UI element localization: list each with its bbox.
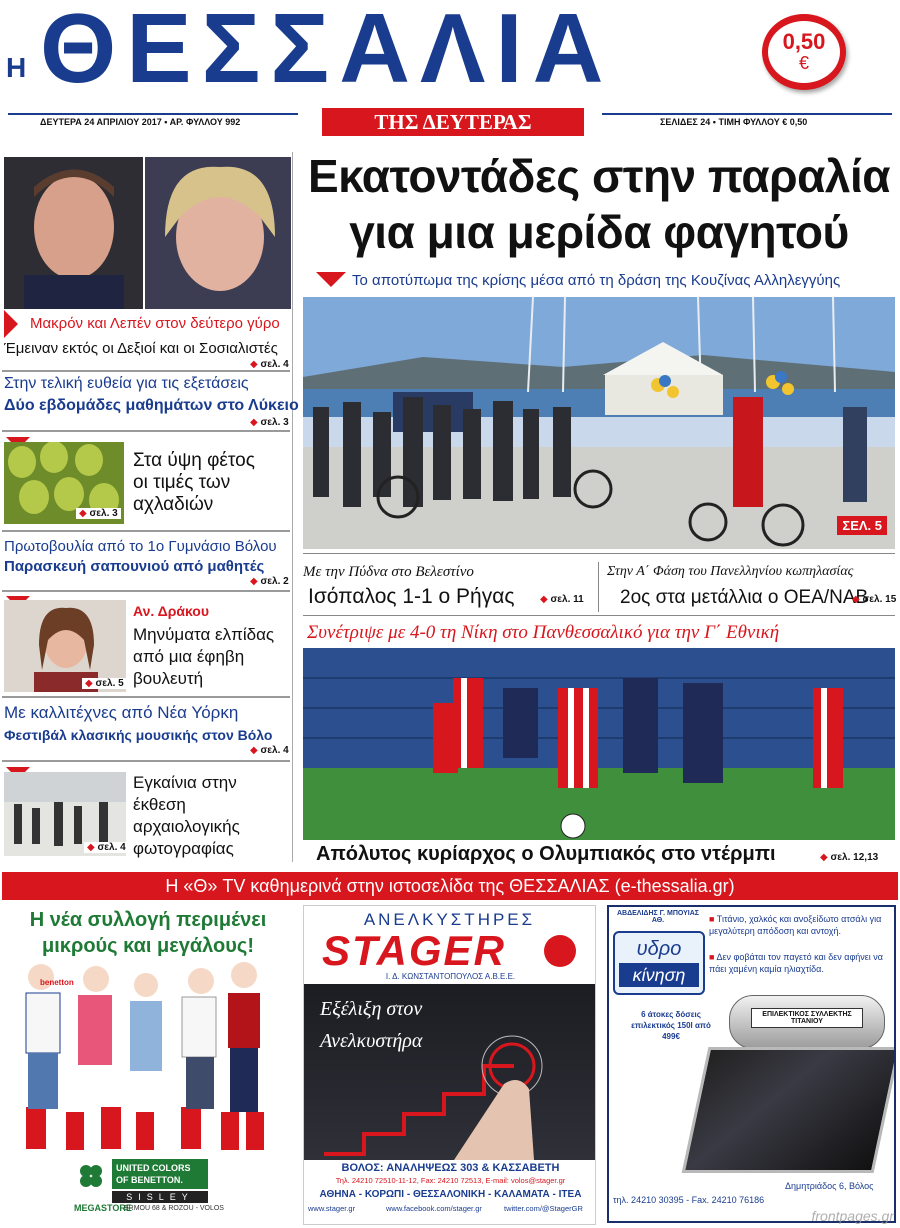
ydro-bullet-1: ■ Τιτάνιο, χαλκός και ανοξείδωτο ατσάλι για μεγαλύτερη απόδοση και αντοχή. [709, 914, 882, 936]
stager-slogan-2: Ανελκυστήρα [320, 1030, 423, 1052]
ydro-owner: ΑΒΔΕΛΙΔΗΣ Γ. ΜΠΟΥΙΑΣ ΑΘ. [617, 910, 699, 924]
ydro-bullet-2: ■ Δεν φοβάται τον παγετό και δεν αφήνει να πάει χαμένη καμία ηλιαχτίδα. [709, 952, 883, 974]
lead-subhead-marker [316, 272, 346, 292]
election-text: Έμειναν εκτός οι Δεξιοί και οι Σοσιαλιστές [4, 340, 278, 357]
stager-facebook: www.facebook.com/stager.gr [386, 1204, 482, 1213]
sports-right-kicker: Στην Α΄ Φάση του Πανελληνίου κωπηλασίας [607, 564, 854, 579]
ydro-brand-2: κίνηση [619, 963, 699, 987]
girl-photo [4, 600, 126, 692]
stager-slogan-1: Εξέλιξη στον [320, 998, 423, 1020]
pears-page: ◆ σελ. 3 [76, 508, 121, 519]
stager-cities: ΑΘΗΝΑ - ΚΟΡΩΠΙ - ΘΕΣΣΑΛΟΝΙΚΗ - ΚΑΛΑΜΑΤΑ - ΙΤΕΑ [319, 1189, 582, 1200]
ydro-tank [729, 995, 885, 1049]
ydro-bullet-2-text: Δεν φοβάται τον παγετό και δεν αφήνει να πάει χαμένη καμία ηλιαχτίδα. [709, 952, 883, 974]
benetton-brand: UNITED COLORS OF BENETTON. [112, 1159, 208, 1189]
stager-brand: STAGER [322, 927, 506, 974]
lead-photo [303, 297, 895, 549]
expo-photo [4, 772, 126, 856]
tv-banner: Η «Θ» TV καθημερινά στην ιστοσελίδα της ΘΕΣΣΑΛΙΑΣ (e-thessalia.gr) [2, 872, 898, 900]
lead-subhead: Το αποτύπωμα της κρίσης μέσα από τη δράση της Κουζίνας Αλληλεγγύης [352, 272, 841, 289]
lepen-photo [145, 157, 291, 309]
music-page: ◆ σελ. 4 [250, 745, 289, 756]
music-line2: Φεστιβάλ κλασικής μουσικής στον Βόλο [4, 727, 273, 743]
election-marker [4, 310, 24, 338]
benetton-shirt-text: benetton [40, 978, 74, 987]
election-page: ◆ σελ. 4 [250, 359, 289, 370]
sports-left-page: ◆ σελ. 11 [540, 594, 584, 605]
ydro-address: Δημητριάδος 6, Βόλος [785, 1181, 874, 1191]
music-line1: Με καλλιτέχνες από Νέα Υόρκη [4, 703, 239, 722]
ad-ydrokinisi [607, 905, 896, 1223]
masthead-title: ΘΕΣΣΑΛΙΑ [40, 0, 614, 103]
watermark: frontpages.gr [811, 1208, 894, 1224]
football-photo [303, 648, 895, 840]
girl-page: ◆ σελ. 5 [82, 678, 126, 689]
sports-left-title: Ισόπαλος 1-1 ο Ρήγας [308, 585, 515, 608]
ydro-logo [613, 931, 705, 995]
expo-page: ◆ σελ. 4 [84, 842, 126, 853]
sports-left-kicker: Με την Πύδνα στο Βελεστίνο [303, 564, 474, 580]
macron-photo [4, 157, 143, 309]
exams-line2: Δύο εβδομάδες μαθημάτων στο Λύκειο [4, 397, 299, 414]
stager-twitter: twitter.com/@StagerGR [504, 1204, 583, 1213]
lead-headline-line1: Εκατοντάδες στην παραλία [307, 150, 891, 202]
lead-headline-line2: για μια μερίδα φαγητού [349, 206, 849, 258]
stager-address: ΒΟΛΟΣ: ΑΝΑΛΗΨΕΩΣ 303 & ΚΑΣΣΑΒΕΤΗ [341, 1162, 560, 1174]
sports-right-title: 2ος στα μετάλλια ο ΟΕΑ/ΝΑΒ [620, 587, 869, 608]
school-page: ◆ σελ. 2 [250, 576, 289, 587]
benetton-sisley: SISLEY [112, 1191, 208, 1203]
girl-text: Μηνύματα ελπίδας από μια έφηβη βουλευτή [133, 625, 275, 688]
ad-stager [303, 905, 596, 1225]
school-line1: Πρωτοβουλία από το 1ο Γυμνάσιο Βόλου [4, 538, 277, 555]
benetton-store: MEGASTORE [74, 1203, 132, 1213]
benetton-kids-illustration [6, 957, 290, 1157]
price-badge [762, 14, 846, 90]
stager-logo-icon [544, 935, 576, 967]
stager-company: Ι. Δ. ΚΩΝΣΤΑΝΤΟΠΟΥΛΟΣ Α.Β.Ε.Ε. [385, 972, 516, 981]
ydro-contact: τηλ. 24210 30395 - Fax. 24210 76186 [613, 1195, 765, 1205]
stager-top: ΑΝΕΛΚΥΣΤΗΡΕΣ [363, 910, 536, 929]
stager-web: www.stager.gr [308, 1204, 356, 1213]
pages-line: ΣΕΛΙΔΕΣ 24 • ΤΙΜΗ ΦΥΛΛΟΥ € 0,50 [660, 117, 808, 127]
ydro-offer: 6 άτοκες δόσεις επιλεκτικός 150l από 499€ [631, 1010, 711, 1041]
ydro-bullet-1-text: Τιτάνιο, χαλκός και ανοξείδωτο ατσάλι για μεγαλύτερη απόδοση και αντοχή. [709, 914, 882, 936]
benetton-headline-2: μικρούς και μεγάλους! [42, 935, 254, 957]
masthead-subtitle: ΤΗΣ ΔΕΥΤΕΡΑΣ [322, 108, 584, 136]
benetton-headline-1: Η νέα συλλογή περιμένει [29, 909, 267, 931]
girl-name: Αν. Δράκου [133, 603, 210, 619]
benetton-address: ERMOU 68 & ROZOU - VOLOS [124, 1205, 224, 1212]
lead-photo-tag: ΣΕΛ. 5 [837, 516, 887, 535]
lead-headline [303, 148, 895, 260]
football-page: ◆ σελ. 12,13 [820, 852, 878, 863]
ydro-brand-1: υδρο [636, 938, 682, 960]
price-currency: € [798, 53, 809, 73]
football-caption: Απόλυτος κυρίαρχος ο Ολυμπιακός στο ντέρμπι [316, 843, 776, 865]
election-caption: Μακρόν και Λεπέν στον δεύτερο γύρο [30, 315, 280, 332]
sports-right-page: ◆ σελ. 15 [852, 594, 896, 605]
price-value: 0,50 [782, 29, 826, 54]
exams-page: ◆ σελ. 3 [250, 417, 289, 428]
stager-phones: Τηλ. 24210 72510-11-12, Fax: 24210 72513, E-mail: volos@stager.gr [335, 1176, 566, 1185]
expo-text: Εγκαίνια στην έκθεση αρχαιολογικής φωτογραφίας [133, 773, 240, 858]
school-line2: Παρασκευή σαπουνιού από μαθητές [4, 558, 265, 575]
benetton-headline [6, 907, 290, 959]
exams-line1: Στην τελική ευθεία για τις εξετάσεις [4, 375, 249, 392]
football-headline: Συνέτριψε με 4-0 τη Νίκη στο Πανθεσσαλικό για την Γ΄ Εθνική [307, 622, 780, 643]
benetton-logo-icon [78, 1163, 104, 1189]
ad-benetton [6, 905, 290, 1223]
ydro-solar-panel [682, 1047, 896, 1173]
pears-text: Στα ύψη φέτος οι τιμές των αχλαδιών [133, 450, 255, 515]
pears-photo [4, 442, 124, 524]
ydro-tank-label: ΕΠΙΛΕΚΤΙΚΟΣ ΣΥΛΛΕΚΤΗΣ ΤΙΤΑΝΙΟΥ [751, 1008, 863, 1028]
date-line: ΔΕΥΤΕΡΑ 24 ΑΠΡΙΛΙΟΥ 2017 • ΑΡ. ΦΥΛΛΟΥ 992 [40, 117, 241, 127]
masthead-article: Η [6, 52, 27, 83]
